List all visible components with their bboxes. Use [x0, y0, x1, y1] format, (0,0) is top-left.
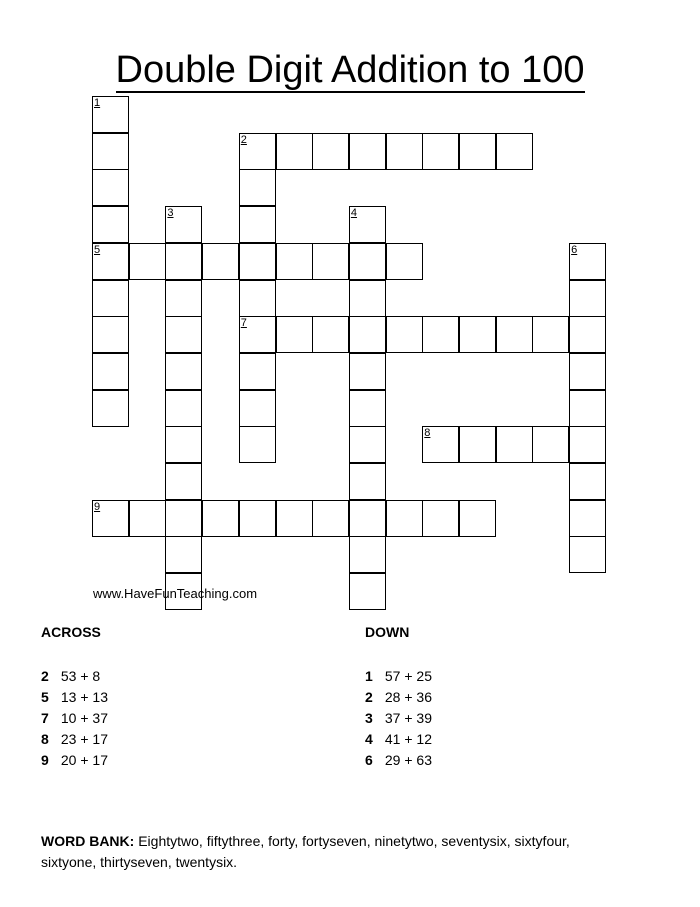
- crossword-cell[interactable]: [532, 426, 569, 463]
- crossword-cell[interactable]: [165, 536, 202, 573]
- crossword-cell[interactable]: [165, 353, 202, 390]
- crossword-cell[interactable]: [569, 353, 606, 390]
- clue-item: 3 37 + 39: [365, 710, 432, 726]
- crossword-cell[interactable]: [165, 463, 202, 500]
- crossword-cell[interactable]: [569, 243, 606, 280]
- crossword-cell[interactable]: [569, 390, 606, 427]
- word-bank-label: WORD BANK:: [41, 833, 135, 849]
- crossword-cell[interactable]: [569, 463, 606, 500]
- clue-number: 8: [424, 427, 431, 440]
- crossword-cell[interactable]: [386, 316, 423, 353]
- crossword-cell[interactable]: [422, 426, 459, 463]
- website-url: www.HaveFunTeaching.com: [93, 586, 258, 601]
- crossword-cell[interactable]: [239, 280, 276, 317]
- crossword-cell[interactable]: [349, 390, 386, 427]
- crossword-cell[interactable]: [165, 500, 202, 537]
- crossword-cell[interactable]: [239, 169, 276, 206]
- crossword-cell[interactable]: [386, 243, 423, 280]
- across-heading: ACROSS: [41, 624, 101, 640]
- crossword-cell[interactable]: [92, 243, 129, 280]
- crossword-cell[interactable]: [349, 536, 386, 573]
- crossword-cell[interactable]: [92, 390, 129, 427]
- clue-number: 7: [240, 317, 247, 330]
- clue-item: 6 29 + 63: [365, 752, 432, 768]
- crossword-cell[interactable]: [349, 280, 386, 317]
- crossword-cell[interactable]: [422, 500, 459, 537]
- crossword-cell[interactable]: [349, 463, 386, 500]
- clue-number: 2: [240, 133, 247, 146]
- crossword-cell[interactable]: [165, 206, 202, 243]
- crossword-cell[interactable]: [422, 316, 459, 353]
- crossword-cell[interactable]: [349, 573, 386, 610]
- crossword-cell[interactable]: [276, 133, 313, 170]
- crossword-cell[interactable]: [92, 169, 129, 206]
- crossword-cell[interactable]: [129, 500, 166, 537]
- crossword-cell[interactable]: [92, 500, 129, 537]
- crossword-cell[interactable]: [349, 353, 386, 390]
- crossword-cell[interactable]: [349, 316, 386, 353]
- crossword-cell[interactable]: [459, 133, 496, 170]
- crossword-cell[interactable]: [349, 243, 386, 280]
- clue-item: 4 41 + 12: [365, 731, 432, 747]
- clue-item: 9 20 + 17: [41, 752, 108, 768]
- crossword-cell[interactable]: [239, 316, 276, 353]
- across-clues: [41, 624, 108, 771]
- crossword-cell[interactable]: [165, 316, 202, 353]
- crossword-cell[interactable]: [92, 206, 129, 243]
- crossword-cell[interactable]: [569, 280, 606, 317]
- crossword-cell[interactable]: [312, 133, 349, 170]
- crossword-cell[interactable]: [349, 133, 386, 170]
- clue-item: 5 13 + 13: [41, 689, 108, 705]
- crossword-cell[interactable]: [569, 316, 606, 353]
- crossword-cell[interactable]: [276, 243, 313, 280]
- crossword-cell[interactable]: [349, 206, 386, 243]
- crossword-cell[interactable]: [569, 426, 606, 463]
- crossword-cell[interactable]: [349, 500, 386, 537]
- clue-item: 2 28 + 36: [365, 689, 432, 705]
- crossword-cell[interactable]: [239, 500, 276, 537]
- down-clues: [365, 624, 432, 771]
- clue-number: 3: [167, 207, 174, 220]
- crossword-cell[interactable]: [459, 316, 496, 353]
- down-heading: DOWN: [365, 624, 410, 640]
- clue-item: 8 23 + 17: [41, 731, 108, 747]
- crossword-cell[interactable]: [312, 500, 349, 537]
- crossword-cell[interactable]: [459, 500, 496, 537]
- crossword-cell[interactable]: [496, 316, 533, 353]
- clue-item: 7 10 + 37: [41, 710, 108, 726]
- crossword-cell[interactable]: [92, 353, 129, 390]
- crossword-cell[interactable]: [459, 426, 496, 463]
- word-bank-text: Eightytwo, fiftythree, forty, fortyseven, ninetytwo, seventysix, sixtyfour, sixtyone, thirtyseven, twentysix.: [41, 833, 570, 870]
- crossword-cell[interactable]: [496, 426, 533, 463]
- crossword-cell[interactable]: [92, 96, 129, 133]
- crossword-cell[interactable]: [92, 280, 129, 317]
- clue-number: 6: [571, 243, 578, 256]
- crossword-cell[interactable]: [312, 243, 349, 280]
- crossword-cell[interactable]: [165, 280, 202, 317]
- crossword-cell[interactable]: [569, 500, 606, 537]
- crossword-cell[interactable]: [496, 133, 533, 170]
- crossword-cell[interactable]: [239, 426, 276, 463]
- crossword-cell[interactable]: [202, 500, 239, 537]
- crossword-cell[interactable]: [202, 243, 239, 280]
- clue-item: 2 53 + 8: [41, 668, 101, 684]
- crossword-cell[interactable]: [532, 316, 569, 353]
- worksheet-title: Double Digit Addition to 100: [115, 49, 585, 91]
- crossword-cell[interactable]: [92, 133, 129, 170]
- crossword-cell[interactable]: [276, 500, 313, 537]
- crossword-cell[interactable]: [386, 500, 423, 537]
- crossword-cell[interactable]: [92, 316, 129, 353]
- clue-number: 4: [350, 207, 358, 220]
- word-bank: [41, 831, 601, 873]
- crossword-cell[interactable]: [239, 390, 276, 427]
- crossword-cell[interactable]: [569, 536, 606, 573]
- crossword-cell[interactable]: [386, 133, 423, 170]
- crossword-cell[interactable]: [239, 243, 276, 280]
- crossword-cell[interactable]: [349, 426, 386, 463]
- crossword-cell[interactable]: [165, 390, 202, 427]
- clue-number: 9: [94, 500, 101, 513]
- crossword-cell[interactable]: [165, 426, 202, 463]
- crossword-cell[interactable]: [239, 133, 276, 170]
- crossword-cell[interactable]: [276, 316, 313, 353]
- crossword-cell[interactable]: [312, 316, 349, 353]
- crossword-cell[interactable]: [239, 206, 276, 243]
- crossword-cell[interactable]: [165, 243, 202, 280]
- clue-item: 1 57 + 25: [365, 668, 432, 684]
- crossword-cell[interactable]: [422, 133, 459, 170]
- clue-number: 5: [94, 243, 101, 256]
- crossword-cell[interactable]: [239, 353, 276, 390]
- crossword-cell[interactable]: [129, 243, 166, 280]
- clue-number: 1: [94, 97, 101, 109]
